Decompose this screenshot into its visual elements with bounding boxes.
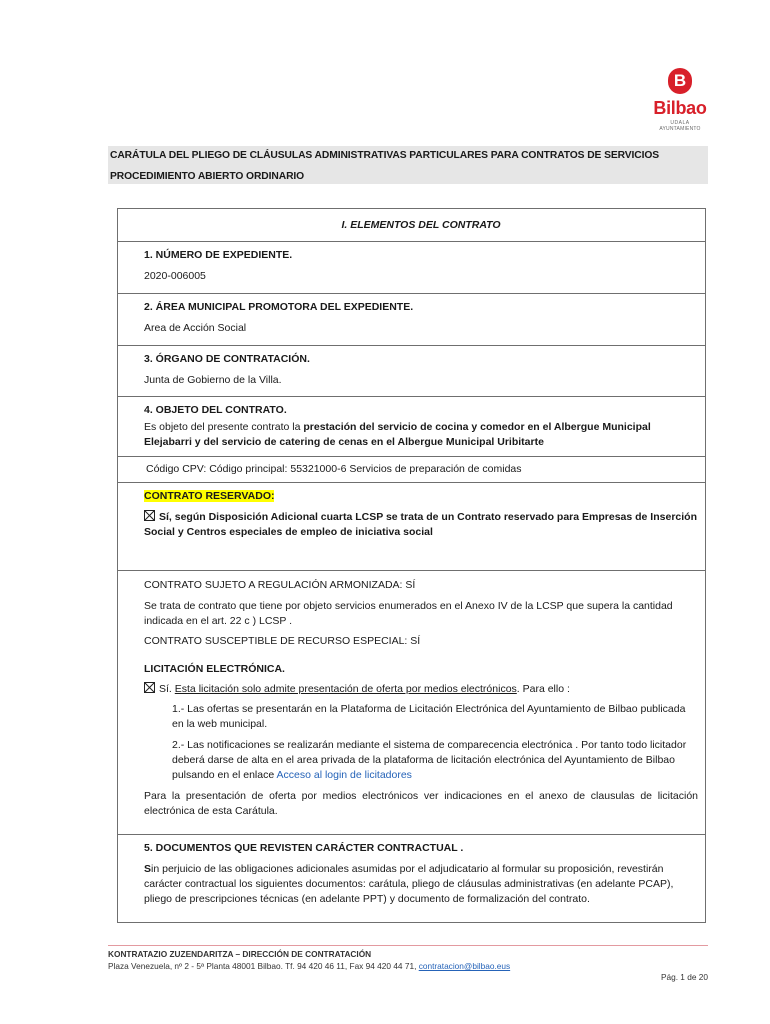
documentos-first-letter: S [144,863,152,875]
objeto-text-bold: prestación del servicio de cocina y comedor en el Albergue Municipal Elejabarri y del servicio de catering de cenas en el Albergue Municipal Uribitarte [144,421,651,448]
area-label: 2. ÁREA MUNICIPAL PROMOTORA DEL EXPEDIENTE. [144,301,414,313]
footer-email-link[interactable]: contratacion@bilbao.eus [418,961,511,971]
organo-label: 3. ÓRGANO DE CONTRATACIÓN. [144,353,310,365]
licitacion-item-1: 1.- Las ofertas se presentarán en la Plataforma de Licitación Electrónica del Ayuntamiento de Bilbao publicada en la web municipal. [172,703,686,730]
row-objeto [118,396,705,456]
anexo-text: Para la presentación de oferta por medios electrónicos ver indicaciones en el anexo de clausulas de licitación electrónica de esta Carátula. [144,790,698,817]
licitacion-underlined: Esta licitación solo admite presentación de oferta por medios electrónicos [174,683,517,695]
documentos-label: 5. DOCUMENTOS QUE REVISTEN CARÁCTER CONTRACTUAL . [144,842,464,854]
row-organo [118,345,705,396]
reservado-text: Sí, según Disposición Adicional cuarta LCSP se trata de un Contrato reservado para Empresas de Inserción Social y Centros especiales de empleo de iniciativa social [144,511,697,538]
section-title: I. ELEMENTOS DEL CONTRATO [341,219,501,231]
area-value: Area de Acción Social [144,322,247,334]
expediente-value: 2020-006005 [144,270,206,282]
reservado-label [144,489,698,504]
recurso-value: SÍ [410,635,421,647]
footer-address: Plaza Venezuela, nº 2 - 5ª Planta 48001 Bilbao. Tf. 94 420 46 11, Fax 94 420 44 71, [108,961,419,971]
row-reservado [118,482,705,570]
licitacion-label: LICITACIÓN ELECTRÓNICA. [144,663,285,675]
row-armonizada-licitacion [118,570,705,834]
document-title-band [108,146,708,184]
section-heading-row [118,208,705,241]
cpv-text: Código CPV: Código principal: 55321000-6 Servicios de preparación de comidas [146,463,522,475]
recurso-label: CONTRATO SUSCEPTIBLE DE RECURSO ESPECIAL: [144,635,411,647]
objeto-label: 4. OBJETO DEL CONTRATO. [144,404,287,416]
logo-sub-ayuntamiento: AYUNTAMIENTO [659,126,701,132]
logo-sub-udala: UDALA [670,120,690,126]
row-cpv [118,456,705,482]
contract-elements-table [117,208,706,923]
footer [108,948,510,972]
document-title: CARÁTULA DEL PLIEGO DE CLÁUSULAS ADMINISTRATIVAS PARTICULARES PARA CONTRATOS DE SERVICIOS [110,150,660,161]
licitacion-tail: . Para ello : [516,683,570,695]
logo-name: Bilbao [653,98,707,118]
licitacion-item-2 [144,738,698,783]
logo-mark: B [668,68,692,94]
checked-box-icon [144,510,155,521]
row-expediente [118,241,705,293]
documentos-body: in perjuicio de las obligaciones adicionales asumidas por el adjudicatario al formular su proposición, revestirán carácter contractual los siguientes documentos: carátula, pliego de cláusulas administrativas (en adelante PCAP), pliego de prescripciones técnicas (en adelante PPT) y documento de formalización del contrato. [144,863,674,905]
licitacion-si: Sí. [159,683,175,695]
row-area-municipal [118,293,705,345]
footer-address-line [108,960,510,972]
licitacion-item-2-text: 2.- Las notificaciones se realizarán mediante el sistema de comparecencia electrónica . Por tanto todo licitador deberá darse de alta en el area privada de la plataforma de licitación electrónica del Ayuntamiento de Bilbao pulsando en el enlace [172,739,687,781]
reservado-highlight: CONTRATO RESERVADO: [144,490,275,502]
footer-divider [108,945,708,946]
page-number: Pág. 1 de 20 [660,972,708,982]
armonizada-line [144,578,698,593]
licitacion-line [144,682,698,697]
documentos-text [144,862,698,907]
armonizada-text: Se trata de contrato que tiene por objeto servicios enumerados en el Anexo IV de la LCSP que supera la cantidad indicada en el art. 22 c ) LCSP . [144,600,673,627]
row-documentos [118,834,705,923]
organo-value: Junta de Gobierno de la Villa. [144,374,282,386]
footer-title: KONTRATAZIO ZUZENDARITZA – DIRECCIÓN DE CONTRATACIÓN [108,949,372,959]
bilbao-logo [650,68,710,132]
objeto-text-intro: Es objeto del presente contrato la [144,421,304,433]
objeto-text [144,420,698,450]
armonizada-value: SÍ [405,579,416,591]
checked-box-icon [144,682,155,693]
expediente-label: 1. NÚMERO DE EXPEDIENTE. [144,249,293,261]
reservado-text-line [144,510,698,540]
recurso-line [144,634,698,649]
document-subtitle: PROCEDIMIENTO ABIERTO ORDINARIO [110,171,305,182]
armonizada-label: CONTRATO SUJETO A REGULACIÓN ARMONIZADA: [144,579,406,591]
login-licitadores-link[interactable]: Acceso al login de licitadores [276,769,412,781]
